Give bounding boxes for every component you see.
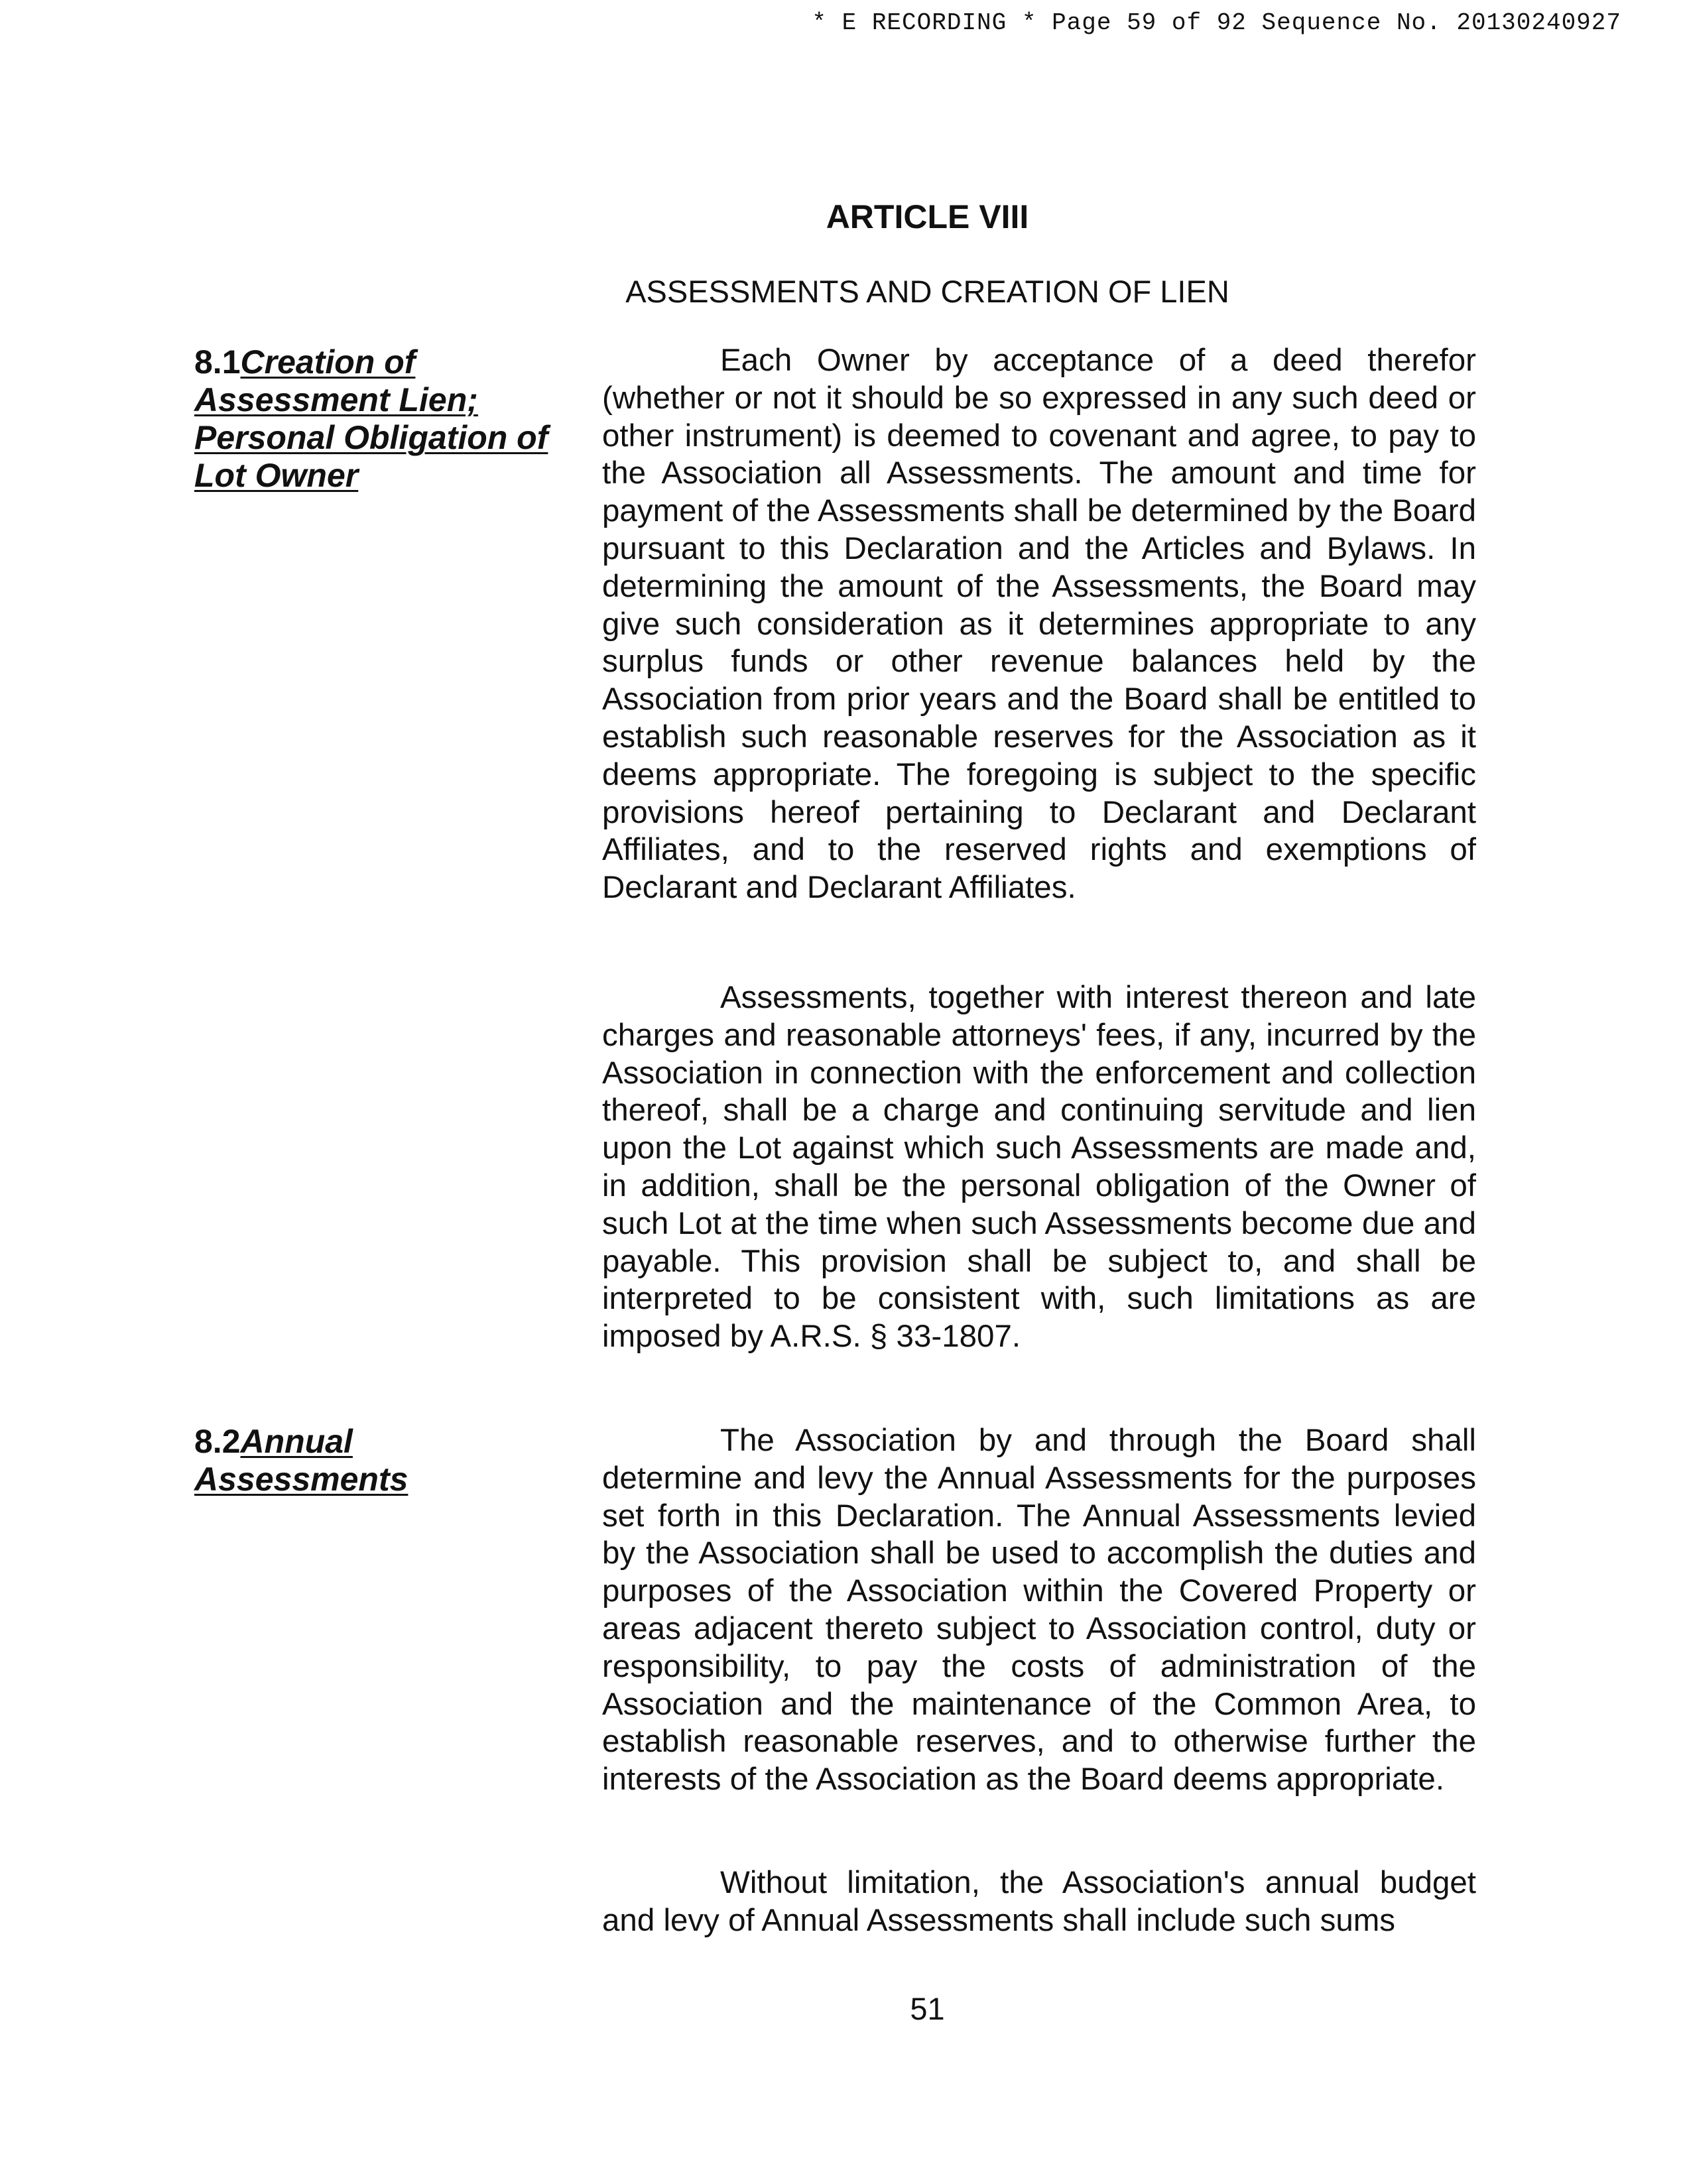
page-number: 51 (910, 1991, 945, 2026)
section-title: Annual Assessments (194, 1423, 408, 1498)
section-title: Creation of Assessment Lien; Personal Obligation of Lot Owner (194, 343, 548, 494)
recording-header: * E RECORDING * Page 59 of 92 Sequence No. 20130240927 (812, 9, 1621, 36)
section-8-2-paragraph-1: The Association by and through the Board shall determine and levy the Annual Assessments for the purposes set forth in this Declaration. The Annual Assessments levied by the Association shall be used to accomplish the duties and purposes of the Association within the Covered Property or areas adjacent thereto subject to Association control, duty or responsibility, to pay the costs of administration of the Association and the maintenance of the Common Area, to establish reasonable reserves, and to otherwise further the interests of the Association as the Board deems appropriate. (602, 1423, 1476, 1797)
article-subtitle: ASSESSMENTS AND CREATION OF LIEN (625, 274, 1229, 309)
section-8-1-paragraph-2: Assessments, together with interest thereon and late charges and reasonable attorneys' fees, if any, incurred by the Association in connection with the enforcement and collection thereof, shall be a charge and continuing servitude and lien upon the Lot against which such Assessments are made and, in addition, shall be the personal obligation of the Owner of such Lot at the time when such Assessments become due and payable. This provision shall be subject to, and shall be interpreted to be consistent with, such limitations as are imposed by A.R.S. § 33-1807. (602, 980, 1476, 1355)
section-number: 8.2 (194, 1423, 241, 1460)
section-heading-8-2 (194, 1423, 566, 1498)
section-heading-8-1 (194, 343, 566, 495)
section-8-1-paragraph-1: Each Owner by acceptance of a deed therefor (whether or not it should be so expressed in any such deed or other instrument) is deemed to covenant and agree, to pay to the Association all Assessments. The amount and time for payment of the Assessments shall be determined by the Board pursuant to this Declaration and the Articles and Bylaws. In determining the amount of the Assessments, the Board may give such consideration as it determines appropriate to any surplus funds or other revenue balances held by the Association from prior years and the Board shall be entitled to establish such reasonable reserves for the Association as it deems appropriate. The foregoing is subject to the specific provisions hereof pertaining to Declarant and Declarant Affiliates, and to the reserved rights and exemptions of Declarant and Declarant Affiliates. (602, 343, 1476, 906)
section-number: 8.1 (194, 343, 241, 381)
section-8-2-paragraph-2: Without limitation, the Association's annual budget and levy of Annual Assessments shall include such sums (602, 1865, 1476, 1938)
article-title: ARTICLE VIII (826, 198, 1029, 235)
